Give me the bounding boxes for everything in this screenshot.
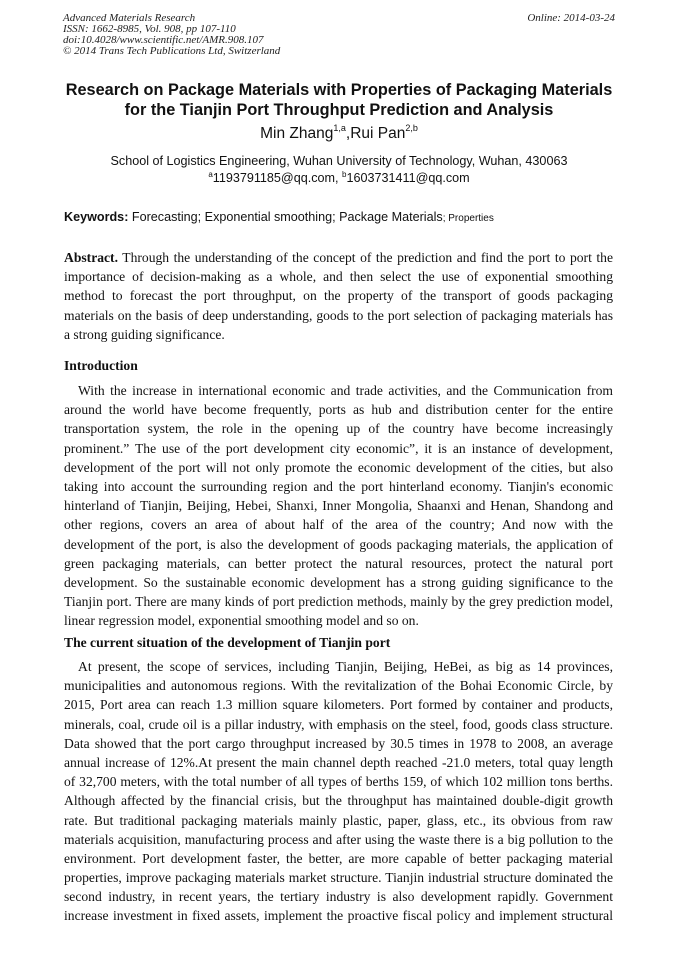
title-line-2: for the Tianjin Port Throughput Prediction and Analysis [124,101,554,119]
author-affiliation-marker: 2,b [405,123,418,133]
copyright-line: © 2014 Trans Tech Publications Ltd, Switzerland [63,45,281,57]
author-name: Min Zhang [260,125,334,142]
body-line: minerals, coal, crude oil is a pillar industry, with emphasis on the steel, food, goods class structure. [64,716,613,732]
keywords [64,209,494,227]
online-date: Online: 2014-03-24 [527,12,615,24]
body-line: other regions, covers an area of about half of the area of the country; And now with the [64,517,613,533]
abstract-label: Abstract. [64,250,118,265]
abstract-line: materials on the basis of deep understanding, goods to the port selection of packaging materials has [64,307,613,323]
abstract-line: a strong guiding significance. [64,326,225,342]
issn-line: ISSN: 1662-8985, Vol. 908, pp 107-110 [63,23,236,35]
body-line: environment. Port development faster, the better, are more capable of better packaging material [64,850,613,866]
affiliation [40,153,638,187]
introduction-body [64,381,613,630]
doi-line: doi:10.4028/www.scientific.net/AMR.908.107 [63,34,264,46]
body-line: At present, the scope of services, including Tianjin, Beijing, HeBei, as big as 14 provinces, [78,659,613,674]
body-line: Data showed that the port cargo throughput increased by 30.5 times in 1978 to 2008, an average [64,735,613,751]
body-line: linear regression model, exponential smoothing model and so on. [64,613,419,629]
body-line: properties, improve packaging materials market structure. Tianjin industrial structure dominated the [64,870,613,886]
body-line: second industry, in recent years, the tertiary industry is also development rapidly. Government [64,889,613,905]
body-line: development of the port, is also the development of goods packaging materials, the application of [64,536,613,552]
body-line: taking into account the surrounding region and the port hinterland economy. Tianjin's economic [64,478,613,494]
body-line: materials acquisition, manufacturing process and after using the waste there is a big pollution to the [64,831,613,847]
section-heading-introduction: Introduction [64,358,138,373]
body-line: prominent.” The use of the port development city economic”, it is an instance of development, [64,440,613,456]
author-name: ,Rui Pan [345,125,406,142]
keywords-extra: ; Properties [442,213,494,224]
section-heading-current-situation: The current situation of the development of Tianjin port [64,635,391,650]
current-situation-body [64,657,613,926]
body-line: development of the port will not only promote the economic development of the cities, but also [64,459,613,475]
email: 1603731411@qq.com [346,171,470,185]
title-line-1: Research on Package Materials with Properties of Packaging Materials [65,81,613,99]
abstract-line: importance of decision-making as a whole, and then select the use of exponential smoothing [64,269,613,285]
affiliation-emails [40,170,638,187]
body-line: annual increase of 12%.At present the main channel depth reached -21.0 meters, total quay length [64,754,613,770]
paper-title [40,80,638,120]
body-line: 2015, Port area can reach 1.3 million square kilometers. Port formed by container and products, [64,697,613,713]
affiliation-school: School of Logistics Engineering, Wuhan University of Technology, Wuhan, 430063 [110,154,568,168]
body-line: Although affected by the financial crisis, but the throughput has maintained double-digit growth [64,793,613,809]
abstract [64,248,613,344]
author-affiliation-marker: 1,a [333,123,346,133]
email-marker: a [208,170,213,179]
body-line: around the world have become frequently, ports as hub and distribution center for the entire [64,402,613,418]
email-marker: b [342,170,347,179]
body-line: With the increase in international economic and trade activities, and the Communication from [78,383,613,398]
keywords-text: Forecasting; Exponential smoothing; Package Materials [128,210,443,224]
publication-header [63,13,280,57]
body-line: transportation system, the role in the opening up of the country have become increasingly [64,421,613,437]
body-line: rate. But traditional packaging materials mainly plastic, paper, glass, etc., its obvious from raw [64,812,613,828]
abstract-line: method to forecast the port throughput, on the property of the transport of goods packaging [64,288,613,304]
body-line: green packaging materials, can better protect the natural resources, protect the natural port [64,555,613,571]
body-line: development. So the sustainable economic development has a strong guiding significance to the [64,574,613,590]
body-line: increase investment in fixed assets, implement the proactive fiscal policy and implement structural [64,908,613,924]
body-line: municipalities and autonomous regions. With the revitalization of the Bohai Economic Circle, by [64,678,613,694]
email: 1193791185@qq.com, [212,171,343,185]
body-line: of 32,700 meters, with the total number of all types of berths 159, of which 102 million tons berths. [64,774,613,790]
authors [40,124,638,144]
body-line: hinterland of Tianjin, Beijing, Hebei, Shanxi, Inner Mongolia, Shaanxi and Henan, Shandong and [64,498,613,514]
keywords-label: Keywords: [64,210,129,224]
abstract-line: Abstract. Through the understanding of the concept of the prediction and find the port to port the [64,250,613,265]
body-line: Tianjin port. There are many kinds of port prediction methods, mainly by the grey prediction model, [64,594,613,610]
journal-name: Advanced Materials Research [63,12,196,24]
